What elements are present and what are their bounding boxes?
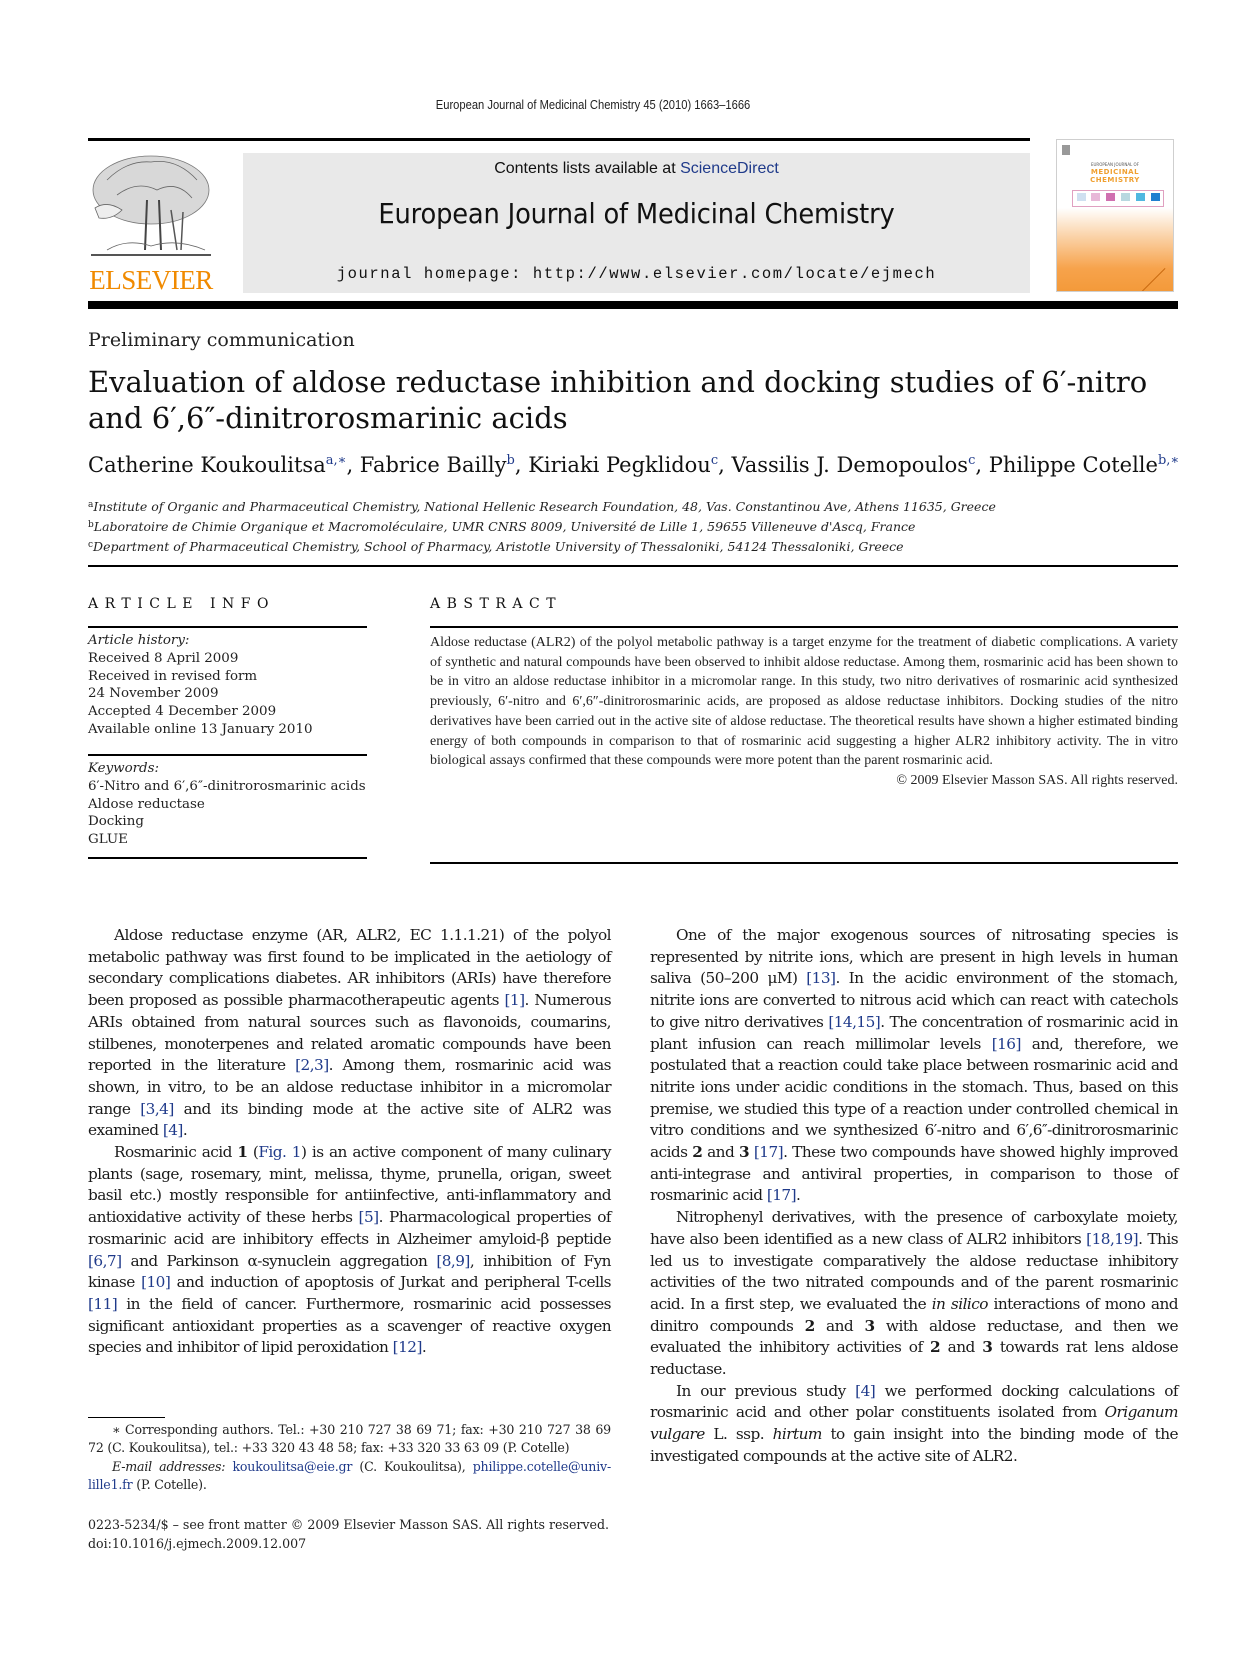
text-run: .	[796, 1186, 801, 1205]
body-paragraph	[650, 925, 1178, 1207]
citation-link[interactable]: [4]	[855, 1381, 876, 1400]
species-name: hirtum	[772, 1425, 822, 1444]
text-run: and	[702, 1143, 740, 1162]
elsevier-wordmark: ELSEVIER	[89, 265, 213, 295]
title-line-1: Evaluation of aldose reductase inhibition and docking studies of 6′-nitro	[88, 365, 1148, 399]
keyword-item: 6′-Nitro and 6′,6″-dinitrorosmarinic acids	[88, 778, 366, 794]
header-rule	[88, 138, 1030, 141]
contents-line	[243, 160, 1030, 178]
keywords-label: Keywords:	[88, 761, 160, 776]
author-name[interactable]: Kiriaki Pegklidou	[528, 453, 711, 477]
abstract-body: Aldose reductase (ALR2) of the polyol metabolic pathway is a target enzyme for the treatment of diabetic complications. A variety of synthetic and natural compounds have been observed to inhibit aldose reductase. Among them, rosmarinic acid has been shown to be in vitro an aldose reductase inhibitor in a micromolar range. In this study, two nitro derivatives of rosmarinic acid synthesized previously, 6′-nitro and 6′,6″-dinitrorosmarinic acids, are proposed as aldose reductase inhibitors. Docking studies of the nitro derivatives have been carried out in the active site of aldose reductase. The theoretical results have shown a higher estimated binding energy of both compounds in comparison to that of rosmarinic acid suggesting a higher ALR2 inhibitory activity. The in vitro biological assays confirmed that these compounds were more potent than the parent rosmarinic acid.	[430, 635, 1178, 769]
text-run: Aldose reductase enzyme (AR, ALR2, EC 1.1.1.21) of the polyol metabolic pathway was first found to be implicated in the aetiology of secondary complications diabetes. AR inhibitors (ARIs) have therefore been proposed as possible pharmacotherapeutic agents	[88, 926, 611, 1010]
text-run: L. ssp.	[704, 1425, 773, 1444]
abstract-heading: ABSTRACT	[430, 596, 563, 612]
citation-link[interactable]: [11]	[88, 1294, 118, 1313]
keyword-item: Aldose reductase	[88, 796, 205, 812]
article-history	[88, 628, 367, 754]
affiliation-key: c	[88, 540, 94, 550]
text-run: . Numerous ARIs obtained from natural sources such as flavonoids, coumarins, stilbenes, monoterpenes and related aromatic compounds have been reported in the literature	[88, 991, 611, 1075]
text-run: and Parkinson α-synuclein aggregation	[121, 1251, 437, 1270]
compound-number: 2	[930, 1338, 941, 1357]
citation-link[interactable]: [2,3]	[295, 1056, 329, 1075]
journal-masthead	[243, 153, 1030, 293]
text-run: . Among them, rosmarinic acid was shown, in vitro, to be an aldose reductase inhibitor in a micromolar range	[88, 1056, 611, 1118]
keyword-item: Docking	[88, 814, 144, 830]
corresponding-author-note	[88, 1421, 611, 1458]
cover-diagonal-line	[1137, 268, 1166, 292]
journal-name: European Journal of Medicinal Chemistry	[378, 197, 895, 230]
text-run: .	[182, 1121, 188, 1140]
history-item: Received in revised form	[88, 668, 258, 684]
footnote-rule	[88, 1417, 165, 1418]
citation-link[interactable]: [17]	[753, 1143, 784, 1162]
affiliation-item	[88, 536, 1178, 556]
abstract-bottom-rule	[430, 862, 1178, 864]
history-item: Available online 13 January 2010	[88, 721, 313, 737]
masthead-bottom-rule	[88, 301, 1178, 309]
affiliation-key: a	[88, 500, 94, 510]
text-run: and	[940, 1338, 983, 1357]
text-run: in the field of cancer. Furthermore, rosmarinic acid possesses significant antioxidant properties as a scavenger of reactive oxygen species and inhibitor of lipid peroxidation	[88, 1294, 611, 1357]
body-paragraph	[650, 1207, 1178, 1381]
affiliation-text: Laboratoire de Chimie Organique et Macromoléculaire, UMR CNRS 8009, Université de Lille 1, 59655 Villeneuve d'Ascq, France	[93, 519, 916, 534]
text-run: In our previous study	[676, 1381, 856, 1400]
citation-link[interactable]: [3,4]	[140, 1099, 174, 1118]
citation-link[interactable]: [5]	[358, 1208, 379, 1227]
text-run: . The concentration of rosmarinic acid in plant infusion can reach millimolar levels	[650, 1012, 1178, 1053]
abstract-copyright: © 2009 Elsevier Masson SAS. All rights reserved.	[896, 772, 1178, 788]
running-head: European Journal of Medicinal Chemistry 45 (2010) 1663–1666	[435, 97, 751, 112]
text-run: ) is an active component of many culinary plants (sage, rosemary, mint, melissa, thyme, prunella, origan, sweet basil etc.) mostly responsible for antiinfective, anti-inflammatory and antioxidative activity of these herbs	[88, 1143, 611, 1227]
citation-link[interactable]: [4]	[162, 1121, 183, 1140]
sciencedirect-link[interactable]: ScienceDirect	[680, 160, 779, 177]
body-left-column	[88, 925, 611, 1359]
header-separator-rule	[88, 565, 1178, 567]
article-info-bottom-rule	[88, 857, 367, 859]
elsevier-logo[interactable]	[87, 150, 215, 294]
compound-number: 3	[739, 1143, 750, 1162]
italic-term: in silico	[931, 1294, 988, 1313]
text-run: . These two compounds have showed highly improved anti-integrase and antiviral properties, in comparison to those of rosmarinic acid	[650, 1143, 1178, 1205]
title-line-2: and 6′,6″-dinitrorosmarinic acids	[88, 401, 568, 435]
affiliation-key: b	[88, 520, 94, 530]
citation-link[interactable]: [6,7]	[88, 1251, 122, 1270]
cover-elsevier-icon	[1062, 145, 1070, 155]
figure-link[interactable]: Fig. 1	[258, 1143, 301, 1162]
author-name[interactable]: Vassilis J. Demopoulos	[731, 453, 969, 477]
front-matter	[88, 1516, 648, 1553]
cover-title	[1057, 168, 1173, 184]
text-run: with aldose reductase, and then we evaluated the inhibitory activities of	[650, 1316, 1178, 1357]
doi-link[interactable]: doi:10.1016/j.ejmech.2009.12.007	[88, 1535, 307, 1551]
text-run: interactions of mono and dinitro compounds	[650, 1294, 1178, 1335]
text-run: Rosmarinic acid	[114, 1143, 238, 1162]
text-run: One of the major exogenous sources of nitrosating species is represented by nitrite ions, which are present in high levels in human saliva (50–200 μM)	[650, 926, 1178, 988]
text-run: . In the acidic environment of the stomach, nitrite ions are converted to nitrous acid which can react with catechols to give nitro derivatives	[650, 969, 1178, 1031]
citation-link[interactable]: [1]	[504, 991, 525, 1010]
history-item: 24 November 2009	[88, 686, 219, 702]
compound-number: 2	[804, 1316, 815, 1335]
keyword-item: GLUE	[88, 832, 128, 848]
abstract-text	[430, 628, 1178, 862]
affiliation-text: Institute of Organic and Pharmaceutical Chemistry, National Hellenic Research Foundation, 48, Vas. Constantinou Ave, Athens 11635, Greece	[93, 499, 996, 514]
email-note	[88, 1458, 611, 1495]
history-item: Accepted 4 December 2009	[88, 704, 277, 720]
text-run: and	[814, 1316, 865, 1335]
history-label: Article history:	[88, 633, 190, 648]
cover-graphic-strip	[1072, 190, 1164, 207]
citation-link[interactable]: [14,15]	[828, 1012, 881, 1031]
article-info-panel	[88, 596, 367, 859]
elsevier-tree-icon	[87, 150, 215, 262]
author-name[interactable]: Fabrice Bailly	[359, 453, 507, 477]
affiliations	[88, 496, 1178, 556]
footnote-marker: ∗	[112, 1422, 121, 1437]
author-affiliation-marker[interactable]: b,∗	[1157, 453, 1180, 468]
email-owner: (C. Koukoulitsa),	[352, 1458, 473, 1474]
email-link[interactable]: philippe.cotelle@univ-lille1.fr	[88, 1458, 611, 1493]
keywords	[88, 756, 367, 857]
compound-number: 1	[237, 1143, 248, 1162]
citation-link[interactable]: [17]	[766, 1186, 797, 1205]
compound-number: 2	[692, 1143, 703, 1162]
email-link[interactable]: koukoulitsa@eie.gr	[232, 1458, 353, 1474]
history-item: Received 8 April 2009	[88, 650, 239, 666]
email-label: E-mail addresses:	[112, 1458, 226, 1474]
article-title	[88, 364, 1178, 436]
citation-link[interactable]: [13]	[806, 969, 836, 988]
text-run: to gain insight into the binding mode of the investigated compounds at the active site of ALR2.	[650, 1425, 1179, 1465]
text-run: and induction of apoptosis of Jurkat and peripheral T-cells	[170, 1273, 611, 1292]
cover-top-line: EUROPEAN JOURNAL OF	[1090, 162, 1140, 167]
cover-title-line1: MEDICINAL	[1090, 168, 1140, 176]
text-run: , inhibition of Fyn kinase	[88, 1251, 611, 1292]
text-run: (	[247, 1143, 259, 1162]
citation-link[interactable]: [18,19]	[1086, 1229, 1139, 1248]
abstract-panel	[430, 596, 1178, 864]
citation-link[interactable]: [12]	[392, 1338, 422, 1357]
corresponding-text: Corresponding authors. Tel.: +30 210 727 38 69 71; fax: +30 210 727 38 69 72 (C. Koukoulitsa), tel.: +33 320 43 48 58; fax: +33 320 33 63 09 (P. Cotelle)	[88, 1422, 611, 1456]
affiliation-text: Department of Pharmaceutical Chemistry, School of Pharmacy, Aristotle University of Thessaloniki, 54124 Thessaloniki, Greece	[93, 539, 904, 554]
text-run: we performed docking calculations of rosmarinic acid and other polar constituents isolated from	[650, 1381, 1178, 1422]
citation-link[interactable]: [10]	[141, 1273, 171, 1292]
journal-cover-thumbnail[interactable]	[1056, 139, 1174, 292]
species-name: Origanum vulgare	[650, 1403, 1178, 1444]
text-run: .	[421, 1338, 427, 1357]
author-affiliation-marker[interactable]: b	[506, 453, 515, 468]
body-paragraph	[88, 925, 611, 1142]
text-run: . This led us to investigate comparatively the aldose reductase inhibitory activities of the two nitrated compounds and of the parent rosmarinic acid. In a first step, we evaluated the	[650, 1229, 1178, 1313]
footnotes	[88, 1421, 611, 1495]
author-affiliation-marker[interactable]: c	[968, 453, 976, 468]
citation-link[interactable]: [16]	[991, 1034, 1021, 1053]
compound-number: 3	[864, 1316, 875, 1335]
text-run: towards rat lens aldose reductase.	[650, 1338, 1178, 1379]
body-right-column	[650, 925, 1178, 1468]
email-owner: (P. Cotelle).	[132, 1477, 207, 1493]
text-run: and, therefore, we postulated that a reaction could take place between rosmarinic acid and nitrite ions under acidic conditions in the stomach. Thus, based on this premise, we studied this type of a reaction under controlled chemical in vitro conditions and we synthesized 6′-nitro and 6′,6″-dinitrorosmarinic acids	[650, 1034, 1178, 1162]
compound-number: 3	[982, 1338, 993, 1357]
author-name[interactable]: Philippe Cotelle	[988, 453, 1158, 477]
article-info-heading: ARTICLE INFO	[88, 596, 275, 612]
author-affiliation-marker[interactable]: a,∗	[325, 453, 347, 468]
affiliation-item	[88, 516, 1178, 536]
author-affiliation-marker[interactable]: c	[710, 453, 719, 468]
text-run: Nitrophenyl derivatives, with the presence of carboxylate moiety, have also been identified as a new class of ALR2 inhibitors	[650, 1208, 1178, 1248]
text-run: . Pharmacological properties of rosmarinic acid are inhibitory effects in Alzheimer amyloid-β peptide	[88, 1208, 611, 1248]
body-paragraph	[88, 1142, 611, 1359]
affiliation-item	[88, 496, 1178, 516]
author-list: Catherine Koukoulitsa$^{a,∗}$, Fabrice Bailly$^b$, Kiriaki Pegklidou$^c$, Vassilis J. Demopoulos$^c$, Philippe Cotelle$^{b,∗}$	[88, 453, 1180, 477]
front-matter-copyright: 0223-5234/$ – see front matter © 2009 Elsevier Masson SAS. All rights reserved.	[88, 1517, 610, 1532]
contents-prefix: Contents lists available at	[494, 160, 681, 177]
text-run: and its binding mode at the active site of ALR2 was examined	[88, 1099, 611, 1140]
journal-homepage-link[interactable]: journal homepage: http://www.elsevier.com/locate/ejmech	[336, 265, 937, 283]
article-type: Preliminary communication	[88, 329, 355, 351]
body-paragraph	[650, 1381, 1178, 1468]
cover-title-line2: CHEMISTRY	[1090, 176, 1140, 184]
citation-link[interactable]: [8,9]	[436, 1251, 470, 1270]
author-name[interactable]: Catherine Koukoulitsa	[88, 453, 326, 477]
